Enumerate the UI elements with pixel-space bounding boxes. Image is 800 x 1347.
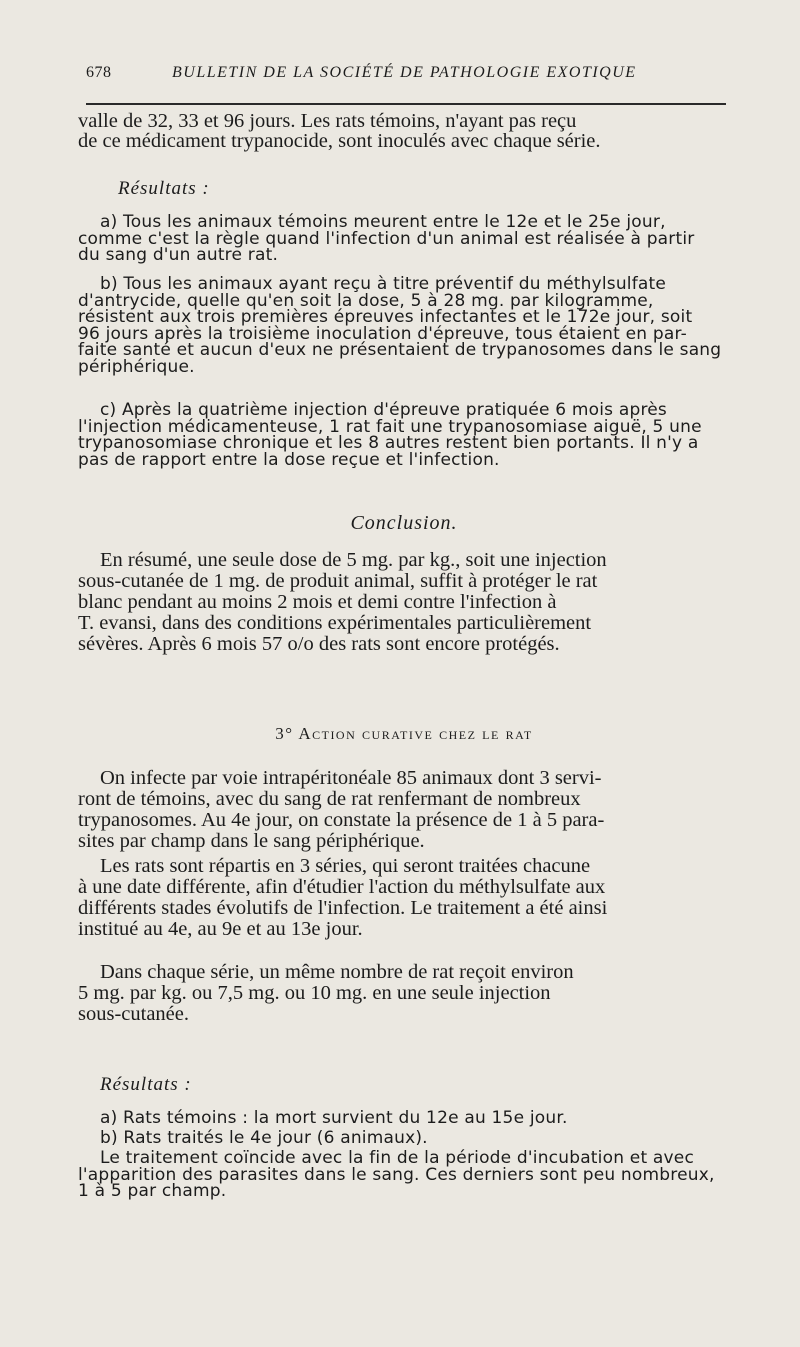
result-a-paragraph (78, 214, 730, 264)
result2-b-line (78, 1130, 730, 1147)
text-line: différents stades évolutifs de l'infection. Le traitement a été ainsi (78, 897, 608, 919)
section-paragraph-3 (78, 962, 730, 1025)
text-line: T. evansi, dans des conditions expérimentales particulièrement (78, 612, 592, 634)
text-line: de ce médicament trypanocide, sont inoculés avec chaque série. (78, 129, 601, 152)
text-line: du sang d'un autre rat. (78, 245, 279, 265)
text-line: On infecte par voie intrapéritonéale 85 animaux dont 3 servi- (100, 767, 602, 789)
text-line: ront de témoins, avec du sang de rat renfermant de nombreux (78, 788, 581, 810)
text-line: b) Tous les animaux ayant reçu à titre préventif du méthylsulfate (100, 274, 667, 294)
text-line: comme c'est la règle quand l'infection d'un animal est réalisée à partir (78, 228, 695, 249)
result-c-paragraph (78, 402, 730, 468)
text-line: a) Rats témoins : la mort survient du 12e au 15e jour. (100, 1108, 568, 1128)
section-paragraph-1 (78, 768, 730, 852)
text-line: trypanosomes. Au 4e jour, on constate la présence de 1 à 5 para- (78, 809, 605, 831)
text-line: Les rats sont répartis en 3 séries, qui seront traitées chacune (100, 855, 591, 877)
section-title: 3° Action curative chez le rat (275, 724, 533, 743)
text-line: périphérique. (78, 356, 195, 377)
text-line: a) Tous les animaux témoins meurent entre le 12e et le 25e jour, (100, 212, 666, 232)
conclusion-heading: Conclusion. (350, 512, 458, 534)
text-line: 96 jours après la troisième inoculation d'épreuve, tous étaient en par- (78, 323, 687, 344)
text-line: résistent aux trois premières épreuves infectantes et le 172e jour, soit (78, 307, 693, 327)
section-paragraph-2 (78, 856, 730, 940)
text-line: sous-cutanée de 1 mg. de produit animal, suffit à protéger le rat (78, 570, 598, 592)
text-line: c) Après la quatrième injection d'épreuve pratiquée 6 mois après (100, 400, 667, 420)
result2-paragraph (78, 1150, 730, 1200)
text-line: d'antrycide, quelle qu'en soit la dose, 5 à 28 mg. par kilogramme, (78, 290, 654, 311)
opening-paragraph (78, 112, 730, 151)
result2-a-line (78, 1110, 730, 1127)
text-line: Dans chaque série, un même nombre de rat reçoit environ (100, 961, 574, 983)
conclusion-paragraph (78, 550, 730, 655)
text-line: l'injection médicamenteuse, 1 rat fait une trypanosomiase aiguë, 5 une (78, 416, 702, 437)
text-line: faite santé et aucun d'eux ne présentaient de trypanosomes dans le sang (78, 340, 722, 360)
text-line: l'apparition des parasites dans le sang. Ces derniers sont peu nombreux, (78, 1164, 715, 1185)
text-line: pas de rapport entre la dose reçue et l'infection. (78, 449, 500, 470)
text-line: blanc pendant au moins 2 mois et demi contre l'infection à (78, 591, 557, 613)
text-line: b) Rats traités le 4e jour (6 animaux). (100, 1128, 428, 1148)
text-line: sous-cutanée. (78, 1003, 189, 1025)
text-line: valle de 32, 33 et 96 jours. Les rats témoins, n'ayant pas reçu (78, 110, 577, 132)
text-line: 5 mg. par kg. ou 7,5 mg. ou 10 mg. en une seule injection (78, 982, 551, 1004)
text-line: sévères. Après 6 mois 57 o/o des rats sont encore protégés. (78, 633, 560, 655)
running-title: BULLETIN DE LA SOCIÉTÉ DE PATHOLOGIE EXOTIQUE (172, 64, 637, 81)
header-rule (86, 103, 726, 105)
page-number: 678 (86, 64, 112, 81)
text-line: En résumé, une seule dose de 5 mg. par kg., soit une injection (100, 549, 607, 571)
text-line: trypanosomiase chronique et les 8 autres restent bien portants. Il n'y a (78, 433, 699, 453)
result-b-paragraph (78, 276, 730, 375)
text-line: institué au 4e, au 9e et au 13e jour. (78, 918, 363, 940)
page-header (86, 62, 726, 98)
text-line: 1 à 5 par champ. (78, 1181, 227, 1201)
results-heading: Résultats : (118, 178, 210, 199)
text-line: à une date différente, afin d'étudier l'action du méthylsulfate aux (78, 876, 606, 898)
text-line: Le traitement coïncide avec la fin de la période d'incubation et avec (100, 1148, 694, 1168)
text-line: sites par champ dans le sang périphérique. (78, 830, 425, 852)
results-heading-2: Résultats : (100, 1074, 192, 1095)
